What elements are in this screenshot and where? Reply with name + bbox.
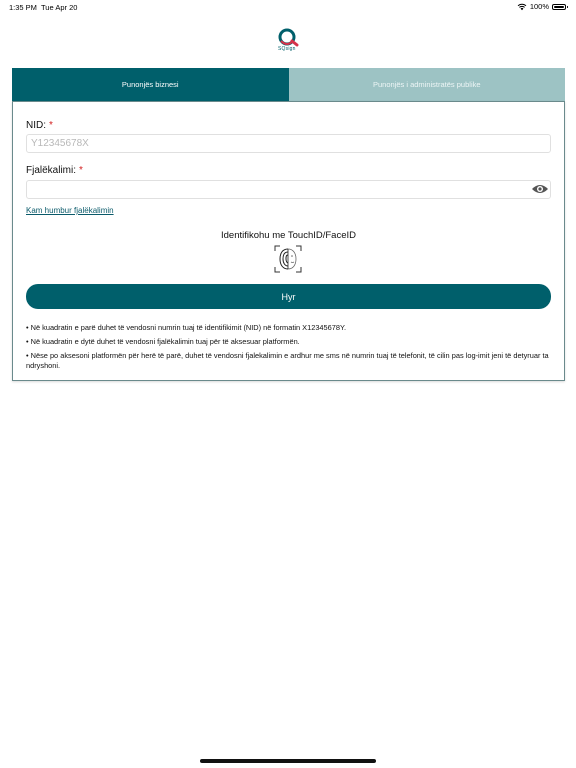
required-mark: * [49, 120, 53, 131]
instruction-item: • Në kuadratin e dytë duhet të vendosni fjalëkalimin tuaj për të aksesuar platformën. [26, 337, 300, 347]
tab-business-employee[interactable] [12, 68, 289, 101]
forgot-password-link[interactable]: Kam humbur fjalëkalimin [26, 206, 114, 215]
show-password-eye-icon[interactable] [531, 183, 549, 195]
status-right [517, 2, 566, 11]
login-type-tabs [12, 68, 565, 101]
password-label: Fjalëkalimi: * [26, 165, 83, 176]
instruction-item: • Në kuadratin e parë duhet të vendosni numrin tuaj të identifikimit (NID) në formatin X12345678Y. [26, 323, 347, 332]
status-time: 1:35 PM [9, 3, 37, 12]
faceid-fingerprint-icon[interactable] [273, 244, 303, 274]
touchid-faceid-title: Identifikohu me TouchID/FaceID [220, 230, 356, 241]
instruction-item: • Nëse po aksesoni platformën për herë të parë, duhet të vendosni fjalekalimin e ardhur me sms në numrin tuaj të telefonit, të cilin pas log-imit jeni të detyruar ta ndryshoni. [26, 351, 549, 370]
nid-input[interactable] [26, 134, 551, 153]
wifi-icon [517, 3, 527, 11]
home-indicator[interactable] [200, 759, 376, 763]
battery-percent: 100% [529, 2, 549, 11]
tab-label: Punonjës biznesi [121, 80, 179, 89]
instructions-list [26, 323, 551, 375]
login-form-card [12, 101, 565, 381]
login-button[interactable]: Hyr [26, 284, 551, 309]
status-bar [0, 0, 576, 14]
battery-icon [552, 4, 566, 10]
required-mark: * [79, 165, 83, 176]
status-date: Tue Apr 20 [41, 3, 78, 12]
logo-text: SQsign [278, 46, 296, 52]
tab-label: Punonjës i administratës publike [372, 80, 481, 89]
tab-public-administration-employee[interactable] [289, 68, 566, 101]
password-input[interactable] [26, 180, 551, 199]
nid-label: NID: * [26, 120, 53, 131]
